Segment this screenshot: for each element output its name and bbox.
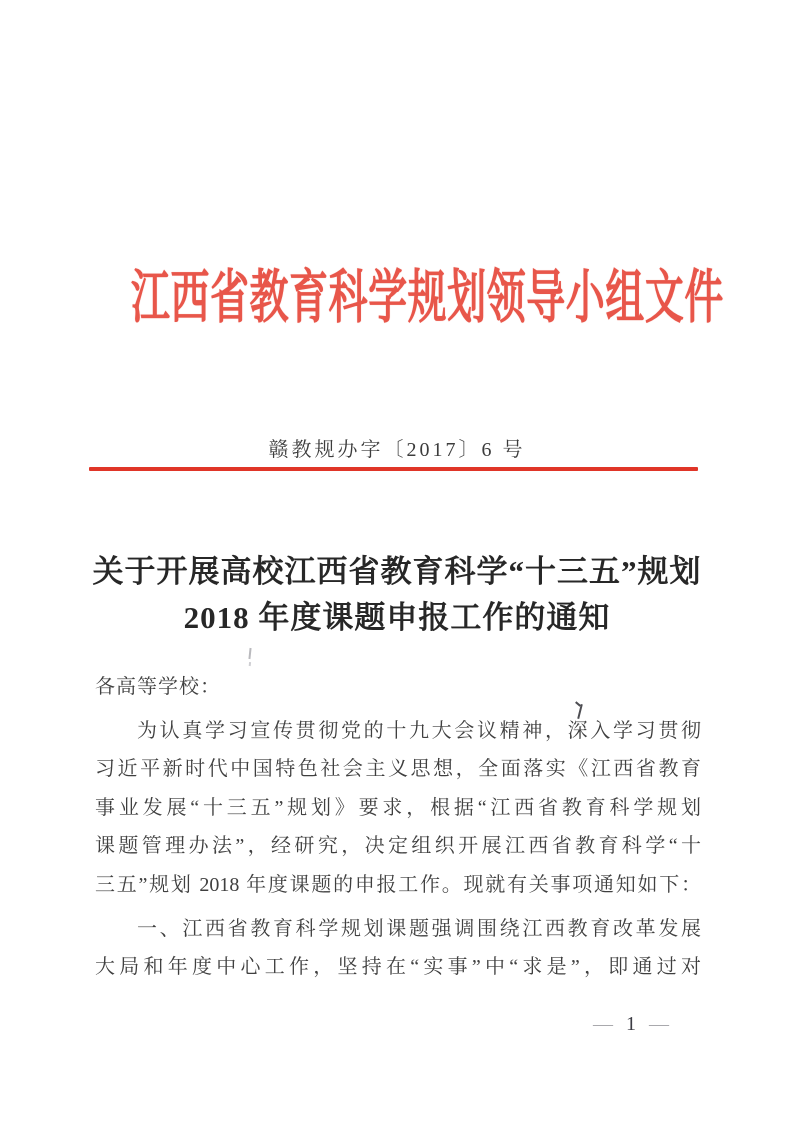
document-body [95,668,701,987]
document-title-line-1: 关于开展高校江西省教育科学“十三五”规划 [92,554,702,589]
paragraph-2 [95,910,701,987]
document-title [0,549,794,641]
red-header-title: 江西省教育科学规划领导小组文件 [131,265,724,330]
page-number-right-dash: — [649,1013,671,1035]
page-number [593,1013,673,1036]
stray-pencil-mark [248,648,251,659]
red-divider-rule [89,467,698,471]
paragraph-2-line-2: 大局和年度中心工作，坚持在“实事”中“求是”，即通过对 [95,956,701,979]
paragraph-1 [95,712,701,905]
paragraph-2-line-1: 一、江西省教育科学规划课题强调围绕江西教育改革发展 [137,917,701,940]
paragraph-1-line-1: 为认真学习宣传贯彻党的十九大会议精神，深入学习贯彻 [137,719,701,742]
salutation-line: 各高等学校： [95,676,221,698]
page-number-left-dash: — [593,1013,615,1035]
document-title-line-2: 2018 年度课题申报工作的通知 [183,600,611,635]
paragraph-1-line-5: 三五”规划 2018 年度课题的申报工作。现就有关事项通知如下： [95,873,701,896]
page-number-value: 1 [626,1013,638,1035]
document-number: 赣教规办字〔2017〕6 号 [268,439,526,461]
paragraph-1-line-3: 事业发展“十三五”规划》要求，根据“江西省教育科学规划 [95,796,701,819]
paragraph-1-line-2: 习近平新时代中国特色社会主义思想，全面落实《江西省教育 [95,758,701,781]
paragraph-1-line-4: 课题管理办法”，经研究，决定组织开展江西省教育科学“十 [95,835,701,858]
